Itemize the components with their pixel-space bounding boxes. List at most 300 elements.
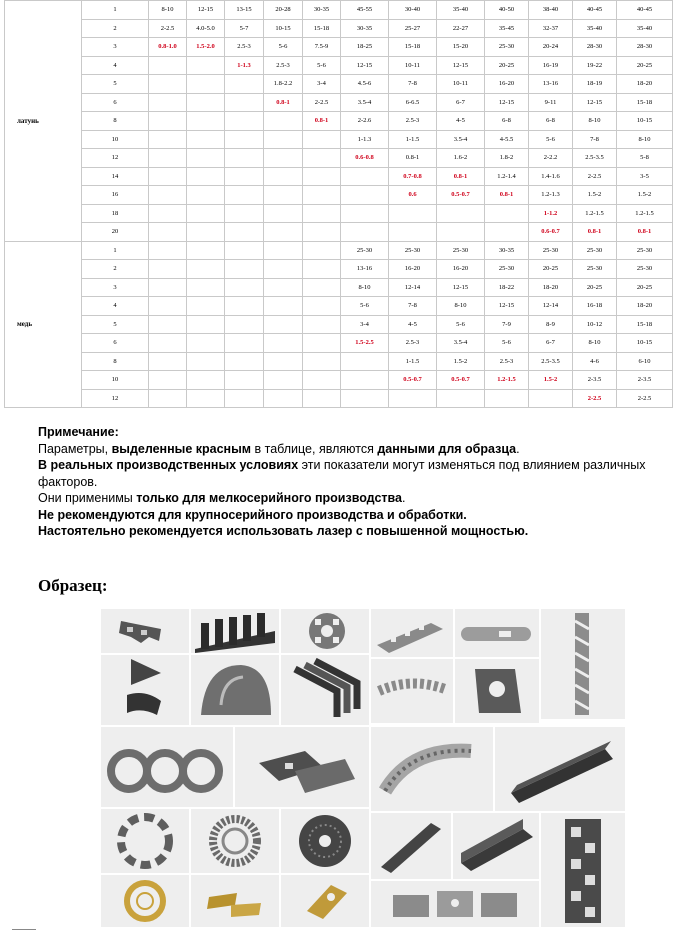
speed-cell [225,93,264,112]
speed-cell: 18-22 [485,278,529,297]
speed-cell: 25-30 [437,241,485,260]
speed-cell: 1.5-2 [573,186,617,205]
speed-cell: 0.8-1 [485,186,529,205]
speed-cell: 40-45 [617,1,673,20]
speed-cell: 8-9 [529,315,573,334]
speed-cell [485,389,529,408]
speed-cell: 5-6 [437,315,485,334]
table-row [5,38,673,57]
speed-cell [187,112,225,131]
speed-cell: 25-30 [573,241,617,260]
sample-image-lattice-column [541,813,625,927]
speed-cell [437,204,485,223]
thickness-cell: 8 [82,112,149,131]
speed-cell: 1.5-2.0 [187,38,225,57]
speed-cell: 25-30 [617,241,673,260]
thickness-cell: 6 [82,334,149,353]
speed-cell: 4-5 [389,315,437,334]
speed-cell: 2-2.5 [303,93,341,112]
speed-cell: 45-55 [341,1,389,20]
thickness-cell: 4 [82,56,149,75]
speed-cell [187,149,225,168]
table-row [5,112,673,131]
thickness-cell: 1 [82,241,149,260]
thickness-cell: 3 [82,278,149,297]
thickness-cell: 2 [82,260,149,279]
speed-cell: 0.8-1 [573,223,617,242]
sample-image-plates [235,727,369,807]
sample-image-brass-pieces [191,875,279,927]
speed-cell [187,75,225,94]
thickness-cell: 12 [82,389,149,408]
speed-cell [225,75,264,94]
speed-cell [149,112,187,131]
speed-cell: 2-2.6 [341,112,389,131]
speed-cell [225,297,264,316]
speed-cell [225,278,264,297]
speed-cell: 15-18 [617,93,673,112]
thickness-cell: 5 [82,75,149,94]
speed-cell [389,223,437,242]
speed-cell [303,241,341,260]
speed-cell: 6-6.5 [389,93,437,112]
table-row [5,334,673,353]
speed-cell: 20-24 [529,38,573,57]
sample-image-sprocket [191,809,279,873]
speed-cell [187,315,225,334]
table-row [5,93,673,112]
speed-cell [187,56,225,75]
sample-image-gear-disc [281,609,369,653]
note-line-5: Настоятельно рекомендуется использовать лазер с повышенной мощностью. [38,524,529,538]
speed-cell [187,389,225,408]
note-line-2: В реальных производственных условиях эти показатели могут изменяться под влиянием различных факторов. [38,458,646,489]
speed-cell: 10-15 [617,334,673,353]
speed-cell: 0.8-1 [303,112,341,131]
speed-cell [529,389,573,408]
speed-cell: 10-12 [573,315,617,334]
speed-cell [303,149,341,168]
speed-cell: 30-35 [341,19,389,38]
speed-cell: 4-5 [437,112,485,131]
speed-cell [264,112,303,131]
speed-cell [225,186,264,205]
speed-cell [225,315,264,334]
sample-image-bracket [101,609,189,653]
table-row [5,260,673,279]
thickness-cell: 6 [82,93,149,112]
cutting-parameters-table [4,0,673,408]
speed-cell [437,223,485,242]
sample-image-brass-ring [101,875,189,927]
speed-cell: 12-15 [573,93,617,112]
table-row [5,389,673,408]
speed-cell: 0.8-1 [389,149,437,168]
sample-image-beam [453,813,539,879]
speed-cell: 0.5-0.7 [389,371,437,390]
speed-cell [303,297,341,316]
speed-cell [264,223,303,242]
speed-cell [187,130,225,149]
speed-cell: 38-40 [529,1,573,20]
speed-cell [341,186,389,205]
speed-cell: 25-30 [341,241,389,260]
speed-cell: 9-11 [529,93,573,112]
note-line-3: Они применимы только для мелкосерийного производства. [38,491,406,505]
speed-cell: 3.5-4 [341,93,389,112]
table-row [5,186,673,205]
speed-cell: 12-15 [341,56,389,75]
speed-cell: 8-10 [617,130,673,149]
speed-cell: 1.2-1.5 [573,204,617,223]
speed-cell [187,186,225,205]
speed-cell: 22-27 [437,19,485,38]
speed-cell: 2.5-3 [264,56,303,75]
speed-cell [264,371,303,390]
speed-cell: 1-1.5 [389,130,437,149]
table-row [5,297,673,316]
speed-cell: 1.2-1.3 [529,186,573,205]
speed-cell: 3-4 [341,315,389,334]
speed-cell [187,260,225,279]
speed-cell: 20-28 [264,1,303,20]
speed-cell [389,389,437,408]
speed-cell: 12-15 [437,56,485,75]
speed-cell [187,334,225,353]
speed-cell: 18-19 [573,75,617,94]
sample-title: Образец: [38,576,108,595]
speed-cell [149,352,187,371]
sample-image-brass-plate [281,875,369,927]
speed-cell [264,167,303,186]
speed-cell [187,241,225,260]
sample-image-rings [101,727,233,807]
speed-cell: 4.0-5.0 [187,19,225,38]
speed-cell: 40-50 [485,1,529,20]
speed-cell [303,223,341,242]
speed-cell: 18-25 [341,38,389,57]
speed-cell [264,130,303,149]
sample-image-small-parts [101,655,189,725]
note-line-4: Не рекомендуются для крупносерийного производства и обработки. [38,507,467,522]
speed-cell [149,130,187,149]
speed-cell: 5-6 [341,297,389,316]
speed-cell: 2-2.2 [529,149,573,168]
sample-image-tube [455,609,539,657]
speed-cell: 5-8 [617,149,673,168]
table-row [5,130,673,149]
table-row [5,75,673,94]
speed-cell [187,297,225,316]
speed-cell [303,278,341,297]
speed-cell: 28-30 [573,38,617,57]
speed-cell: 18-20 [617,75,673,94]
speed-cell [264,204,303,223]
speed-cell: 6-8 [529,112,573,131]
speed-cell: 19-22 [573,56,617,75]
speed-cell: 10-11 [437,75,485,94]
speed-cell: 28-30 [617,38,673,57]
speed-cell [225,112,264,131]
table-row [5,149,673,168]
speed-cell [264,260,303,279]
speed-cell [341,371,389,390]
speed-cell: 3.5-4 [437,130,485,149]
speed-cell: 10-11 [389,56,437,75]
speed-cell: 12-15 [485,297,529,316]
speed-cell: 2-2.5 [149,19,187,38]
speed-cell [149,93,187,112]
speed-cell: 20-25 [617,278,673,297]
speed-cell [303,315,341,334]
speed-cell [225,241,264,260]
speed-cell [187,371,225,390]
note-line-1: Параметры, выделенные красным в таблице, являются данными для образца. [38,441,520,456]
speed-cell [187,278,225,297]
speed-cell [303,260,341,279]
thickness-cell: 3 [82,38,149,57]
speed-cell [303,352,341,371]
speed-cell: 32-37 [529,19,573,38]
speed-cell: 1.8-2 [485,149,529,168]
speed-cell [341,167,389,186]
speed-cell: 6-10 [617,352,673,371]
speed-cell: 3-5 [617,167,673,186]
speed-cell: 2.5-3 [225,38,264,57]
speed-cell: 12-14 [529,297,573,316]
speed-cell [225,204,264,223]
speed-cell: 3.5-4 [437,334,485,353]
speed-cell: 0.8-1.0 [149,38,187,57]
speed-cell: 6-8 [485,112,529,131]
speed-cell [225,334,264,353]
speed-cell: 5-6 [264,38,303,57]
speed-cell [149,334,187,353]
speed-cell: 25-30 [573,260,617,279]
speed-cell: 0.8-1 [264,93,303,112]
speed-cell: 10-15 [264,19,303,38]
speed-cell: 4.5-6 [341,75,389,94]
speed-cell [187,223,225,242]
speed-cell: 1-1.3 [341,130,389,149]
speed-cell [149,278,187,297]
speed-cell [389,204,437,223]
speed-cell: 20-25 [529,260,573,279]
speed-cell [187,204,225,223]
speed-cell [149,260,187,279]
thickness-cell: 10 [82,371,149,390]
sample-image-curved-sheet [191,655,279,725]
speed-cell: 1.5-2 [529,371,573,390]
note-block [38,424,658,540]
sample-image-saw-disc [281,809,369,873]
speed-cell [303,186,341,205]
speed-cell [264,297,303,316]
speed-cell [264,334,303,353]
speed-cell: 0.5-0.7 [437,371,485,390]
speed-cell: 1-1.5 [389,352,437,371]
speed-cell [149,149,187,168]
material-label: медь [5,241,82,408]
speed-cell [149,56,187,75]
speed-cell: 4-6 [573,352,617,371]
speed-cell [303,204,341,223]
table-row [5,352,673,371]
sample-image-box-brackets [371,881,539,927]
speed-cell [264,149,303,168]
speed-cell: 8-10 [573,334,617,353]
speed-cell: 15-18 [303,19,341,38]
speed-cell: 18-20 [529,278,573,297]
speed-cell: 2-2.5 [573,389,617,408]
speed-cell: 12-15 [485,93,529,112]
speed-cell: 16-20 [437,260,485,279]
speed-cell: 2-2.5 [617,389,673,408]
speed-cell: 7-8 [573,130,617,149]
speed-cell: 25-30 [389,241,437,260]
speed-cell [225,223,264,242]
speed-cell: 15-20 [437,38,485,57]
thickness-cell: 2 [82,19,149,38]
sample-image-clips [371,659,453,723]
speed-cell: 16-18 [573,297,617,316]
speed-cell: 2-3.5 [617,371,673,390]
speed-cell [149,223,187,242]
thickness-cell: 14 [82,167,149,186]
speed-cell: 12-15 [437,278,485,297]
speed-cell: 7-9 [485,315,529,334]
speed-cell [264,186,303,205]
speed-cell: 6-7 [437,93,485,112]
thickness-cell: 12 [82,149,149,168]
speed-cell [187,352,225,371]
speed-cell: 2.5-3 [389,334,437,353]
sample-image-comb [191,609,279,653]
speed-cell: 5-7 [225,19,264,38]
speed-cell: 15-18 [389,38,437,57]
speed-cell [485,223,529,242]
speed-cell: 0.7-0.8 [389,167,437,186]
table-row [5,1,673,20]
speed-cell [225,389,264,408]
speed-cell: 16-20 [389,260,437,279]
speed-cell: 1-1.2 [529,204,573,223]
speed-cell [341,204,389,223]
speed-cell: 1.2-1.5 [617,204,673,223]
table-row [5,315,673,334]
speed-cell: 5-6 [529,130,573,149]
sample-gallery [101,609,625,929]
speed-cell [225,167,264,186]
thickness-cell: 8 [82,352,149,371]
speed-cell [225,260,264,279]
thickness-cell: 5 [82,315,149,334]
speed-cell: 1.4-1.6 [529,167,573,186]
speed-cell [341,223,389,242]
speed-cell: 0.6-0.7 [529,223,573,242]
speed-cell: 35-40 [573,19,617,38]
speed-cell: 7.5-9 [303,38,341,57]
speed-cell: 12-15 [187,1,225,20]
note-heading: Примечание: [38,425,119,439]
sample-image-box-bracket [455,659,539,723]
speed-cell [303,371,341,390]
speed-cell [149,75,187,94]
speed-cell [187,167,225,186]
speed-cell [225,130,264,149]
speed-cell [303,167,341,186]
speed-cell: 35-40 [617,19,673,38]
speed-cell: 2-3.5 [573,371,617,390]
speed-cell: 10-15 [617,112,673,131]
speed-cell: 7-8 [389,297,437,316]
speed-cell: 1-1.3 [225,56,264,75]
speed-cell [225,371,264,390]
speed-cell: 25-30 [617,260,673,279]
speed-cell: 1.8-2.2 [264,75,303,94]
speed-cell: 40-45 [573,1,617,20]
page-corner-mark [12,929,36,934]
material-label: латунь [5,1,82,242]
speed-cell: 8-10 [341,278,389,297]
sample-image-channel [495,727,625,811]
speed-cell [149,167,187,186]
speed-cell: 0.8-1 [617,223,673,242]
speed-cell: 13-15 [225,1,264,20]
speed-cell: 6-7 [529,334,573,353]
speed-cell [225,149,264,168]
speed-cell [149,297,187,316]
speed-cell: 13-16 [529,75,573,94]
sample-image-profile [371,609,453,657]
table-row [5,167,673,186]
speed-cell: 1.2-1.5 [485,371,529,390]
speed-cell: 1.6-2 [437,149,485,168]
sample-image-star-ring [101,809,189,873]
table-row [5,19,673,38]
speed-cell [485,204,529,223]
speed-cell: 1.2-1.4 [485,167,529,186]
speed-cell [264,389,303,408]
speed-cell: 8-10 [573,112,617,131]
speed-cell [437,389,485,408]
speed-cell: 30-35 [485,241,529,260]
speed-cell [303,334,341,353]
speed-cell: 8-10 [149,1,187,20]
speed-cell [264,315,303,334]
speed-cell [341,352,389,371]
speed-cell [149,186,187,205]
speed-cell [149,241,187,260]
speed-cell: 15-18 [617,315,673,334]
speed-cell [149,371,187,390]
speed-cell: 0.6 [389,186,437,205]
speed-cell: 3-4 [303,75,341,94]
table-row [5,278,673,297]
speed-cell [264,241,303,260]
speed-cell: 16-20 [485,75,529,94]
thickness-cell: 4 [82,297,149,316]
speed-cell: 0.5-0.7 [437,186,485,205]
table-row [5,241,673,260]
speed-cell: 8-10 [437,297,485,316]
speed-cell [149,389,187,408]
speed-cell: 1.5-2.5 [341,334,389,353]
sample-image-perforated-tube [371,727,493,811]
speed-cell [264,278,303,297]
thickness-cell: 10 [82,130,149,149]
speed-cell: 20-25 [485,56,529,75]
